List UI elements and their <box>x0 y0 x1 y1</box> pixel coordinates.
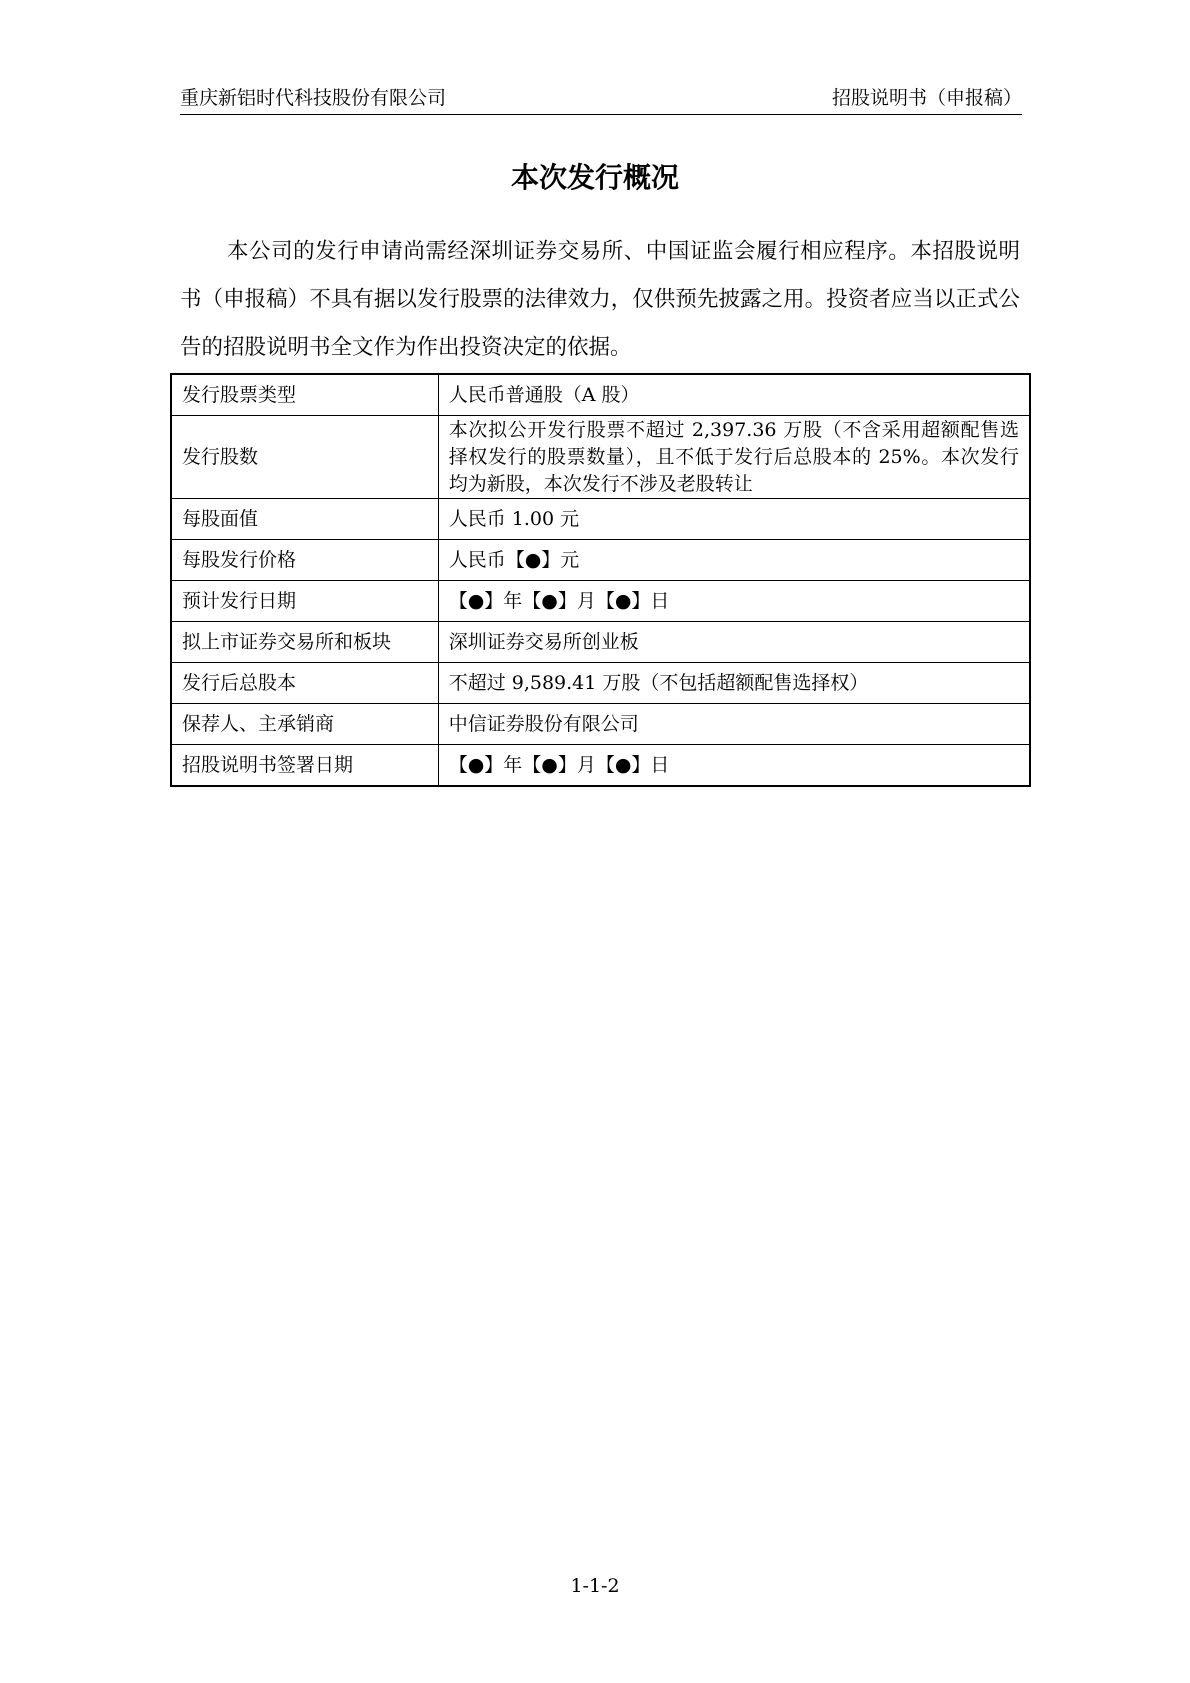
table-row <box>171 704 1030 745</box>
row-label: 拟上市证券交易所和板块 <box>171 622 438 663</box>
row-value: 人民币 1.00 元 <box>438 499 1030 540</box>
page-number: 1-1-2 <box>570 1575 620 1597</box>
row-label: 每股发行价格 <box>171 540 438 581</box>
row-value: 中信证券股份有限公司 <box>438 704 1030 745</box>
row-label: 保荐人、主承销商 <box>171 704 438 745</box>
row-value: 人民币【●】元 <box>438 540 1030 581</box>
table-row <box>171 374 1030 416</box>
row-label: 发行股票类型 <box>171 374 438 416</box>
row-value: 【●】年【●】月【●】日 <box>438 581 1030 622</box>
row-label: 预计发行日期 <box>171 581 438 622</box>
table-row <box>171 416 1030 499</box>
table-row <box>171 622 1030 663</box>
row-label: 每股面值 <box>171 499 438 540</box>
row-value: 深圳证券交易所创业板 <box>438 622 1030 663</box>
row-label: 招股说明书签署日期 <box>171 745 438 787</box>
table-row <box>171 581 1030 622</box>
table-row <box>171 499 1030 540</box>
table-row <box>171 540 1030 581</box>
table-row <box>171 663 1030 704</box>
page-header <box>180 84 1022 115</box>
row-label: 发行后总股本 <box>171 663 438 704</box>
table-row <box>171 745 1030 787</box>
offering-summary-table <box>170 373 1031 787</box>
row-value: 不超过 9,589.41 万股（不包括超额配售选择权） <box>438 663 1030 704</box>
row-value: 人民币普通股（A 股） <box>438 374 1030 416</box>
row-value: 【●】年【●】月【●】日 <box>438 745 1030 787</box>
header-document-type: 招股说明书（申报稿） <box>831 87 1022 109</box>
page-title: 本次发行概况 <box>510 161 679 194</box>
row-label: 发行股数 <box>171 416 438 499</box>
header-company-name: 重庆新铝时代科技股份有限公司 <box>180 87 447 109</box>
intro-paragraph: 本公司的发行申请尚需经深圳证券交易所、中国证监会履行相应程序。本招股说明书（申报稿）不具有据以发行股票的法律效力，仅供预先披露之用。投资者应当以正式公告的招股说明书全文作为作出投资决定的依据。 <box>180 239 1020 360</box>
row-value: 本次拟公开发行股票不超过 2,397.36 万股（不含采用超额配售选择权发行的股票数量），且不低于发行后总股本的 25%。本次发行均为新股，本次发行不涉及老股转让 <box>438 416 1030 499</box>
